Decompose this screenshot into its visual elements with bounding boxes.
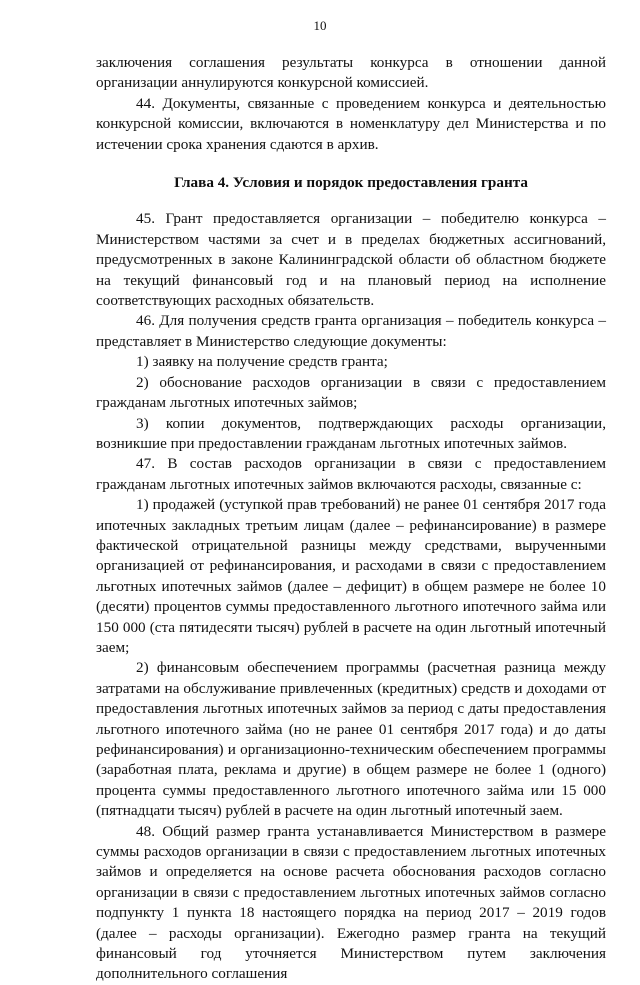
list-item-46-1: 1) заявку на получение средств гранта; [136,353,388,371]
list-item-47-1: 1) продажей (уступкой прав требований) не ранее 01 сентября 2017 года ипотечных закладных третьим лицам (далее – рефинансирование) в размере фактической отрицательной разницы между средствами, вырученными организацией от рефинансирования, и расходами в связи с предоставлением льготных ипотечных займов (далее – дефицит) в общем размере не более 10 (десяти) процентов суммы предоставленного льготного ипотечного займа или 150 000 (ста пятидесяти тысяч) рублей в расчете на один льготный ипотечный заем; [96,496,606,656]
paragraph-47: 47. В состав расходов организации в связи с предоставлением гражданам льготных ипотечных займов включаются расходы, связанные с: [96,455,606,493]
list-item-46-3: 3) копии документов, подтверждающих расходы организации, возникшие при предоставлении гражданам льготных ипотечных займов. [96,414,606,452]
paragraph-48: 48. Общий размер гранта устанавливается Министерством в размере суммы расходов организации в связи с предоставлением льготных ипотечных займов и определяется на основе расчета обоснования расходов согласно организации в связи с предоставлением льготных ипотечных займов согласно подпункту 1 пункта 18 настоящего порядка на период 2017 – 2019 годов (далее – расходы организации). Ежегодно размер гранта на текущий финансовый год уточняется Министерством путем заключения дополнительного соглашения [96,822,606,983]
document-body [96,53,606,985]
paragraph-46: 46. Для получения средств гранта организация – победитель конкурса – представляет в Министерство следующие документы: [96,312,606,350]
paragraph-continuation: заключения соглашения результаты конкурса в отношении данной организации аннулируются конкурсной комиссией. [96,54,606,92]
paragraph-44: 44. Документы, связанные с проведением конкурса и деятельностью конкурсной комиссии, включаются в номенклатуру дел Министерства и по истечении срока хранения сдаются в архив. [96,94,606,153]
paragraph-45: 45. Грант предоставляется организации – победителю конкурса – Министерством частями за счет и в пределах бюджетных ассигнований, предусмотренных в законе Калининградской области об областном бюджете на текущий финансовый год и на плановый период на исполнение соответствующих расходных обязательств. [96,210,606,310]
page-number: 10 [313,18,327,33]
chapter-heading: Глава 4. Условия и порядок предоставления гранта [174,174,528,192]
list-item-46-2: 2) обоснование расходов организации в связи с предоставлением гражданам льготных ипотечных займов; [96,373,606,412]
list-item-47-2: 2) финансовым обеспечением программы (расчетная разница между затратами на обслуживание привлеченных (кредитных) средств и доходами от предоставления льготных ипотечных займов за период с даты предоставления льготного ипотечного займа (но не ранее 01 сентября 2017 года) и до даты рефинансирования) и организационно-техническим обеспечением программы (заработная плата, реклама и другие) в общем размере не более 1 (одного) процента суммы предоставленного льготного ипотечного займа или 15 000 (пятнадцати тысяч) рублей в расчете на один льготный ипотечный заем. [96,659,606,820]
